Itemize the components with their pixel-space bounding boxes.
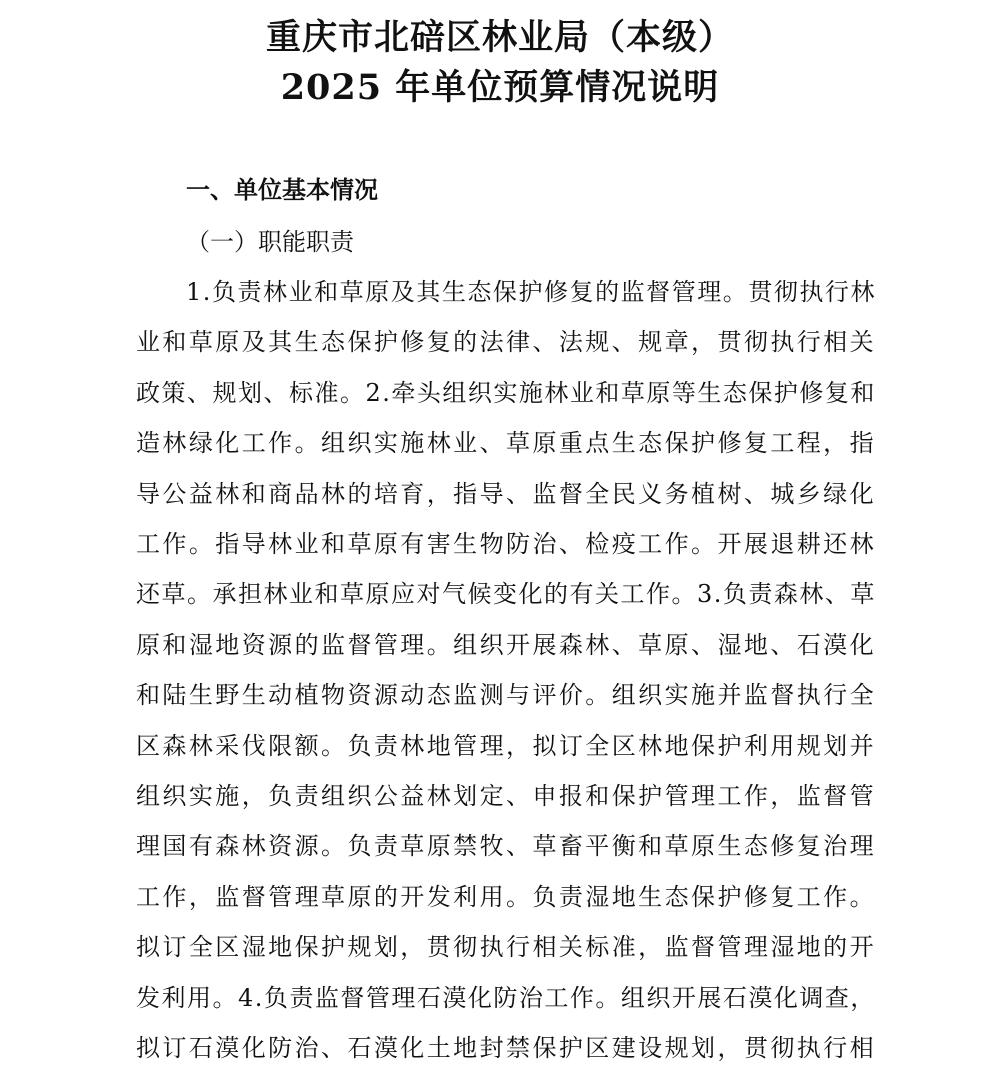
body-line: 理国有森林资源。负责草原禁牧、草畜平衡和草原生态修复治理 (136, 832, 877, 861)
body-line: 1.负责林业和草原及其生态保护修复的监督管理。贯彻执行林 (186, 278, 877, 306)
body-line: 拟订石漠化防治、石漠化土地封禁保护区建设规划，贯彻执行相 (136, 1034, 877, 1062)
section-heading-basic-info: 一、单位基本情况 (186, 176, 378, 204)
body-line: 拟订全区湿地保护规划，贯彻执行相关标准，监督管理湿地的开 (136, 933, 877, 962)
body-line: 还草。承担林业和草原应对气候变化的有关工作。3.负责森林、草 (136, 580, 876, 609)
subsection-heading-functions: （一）职能职责 (186, 228, 354, 256)
body-line: 组织实施，负责组织公益林划定、申报和保护管理工作，监督管 (136, 782, 877, 810)
body-line: 区森林采伐限额。负责林地管理，拟订全区林地保护利用规划并 (136, 731, 877, 760)
body-line: 业和草原及其生态保护修复的法律、法规、规章，贯彻执行相关 (136, 328, 877, 357)
document-title-line-1: 重庆市北碚区林业局（本级） (265, 17, 734, 58)
body-line: 导公益林和商品林的培育，指导、监督全民义务植树、城乡绿化 (136, 479, 877, 508)
body-line: 工作，监督管理草原的开发利用。负责湿地生态保护修复工作。 (136, 882, 877, 911)
body-line: 政策、规划、标准。2.牵头组织实施林业和草原等生态保护修复和 (136, 378, 876, 407)
body-line: 和陆生野生动植物资源动态监测与评价。组织实施并监督执行全 (136, 681, 877, 710)
body-line: 工作。指导林业和草原有害生物防治、检疫工作。开展退耕还林 (136, 530, 877, 558)
body-line: 发利用。4.负责监督管理石漠化防治工作。组织开展石漠化调查， (136, 983, 876, 1012)
document-title-line-2: 2025 年单位预算情况说明 (280, 67, 720, 108)
body-line: 造林绿化工作。组织实施林业、草原重点生态保护修复工程，指 (136, 429, 877, 458)
body-line: 原和湿地资源的监督管理。组织开展森林、草原、湿地、石漠化 (136, 630, 877, 659)
